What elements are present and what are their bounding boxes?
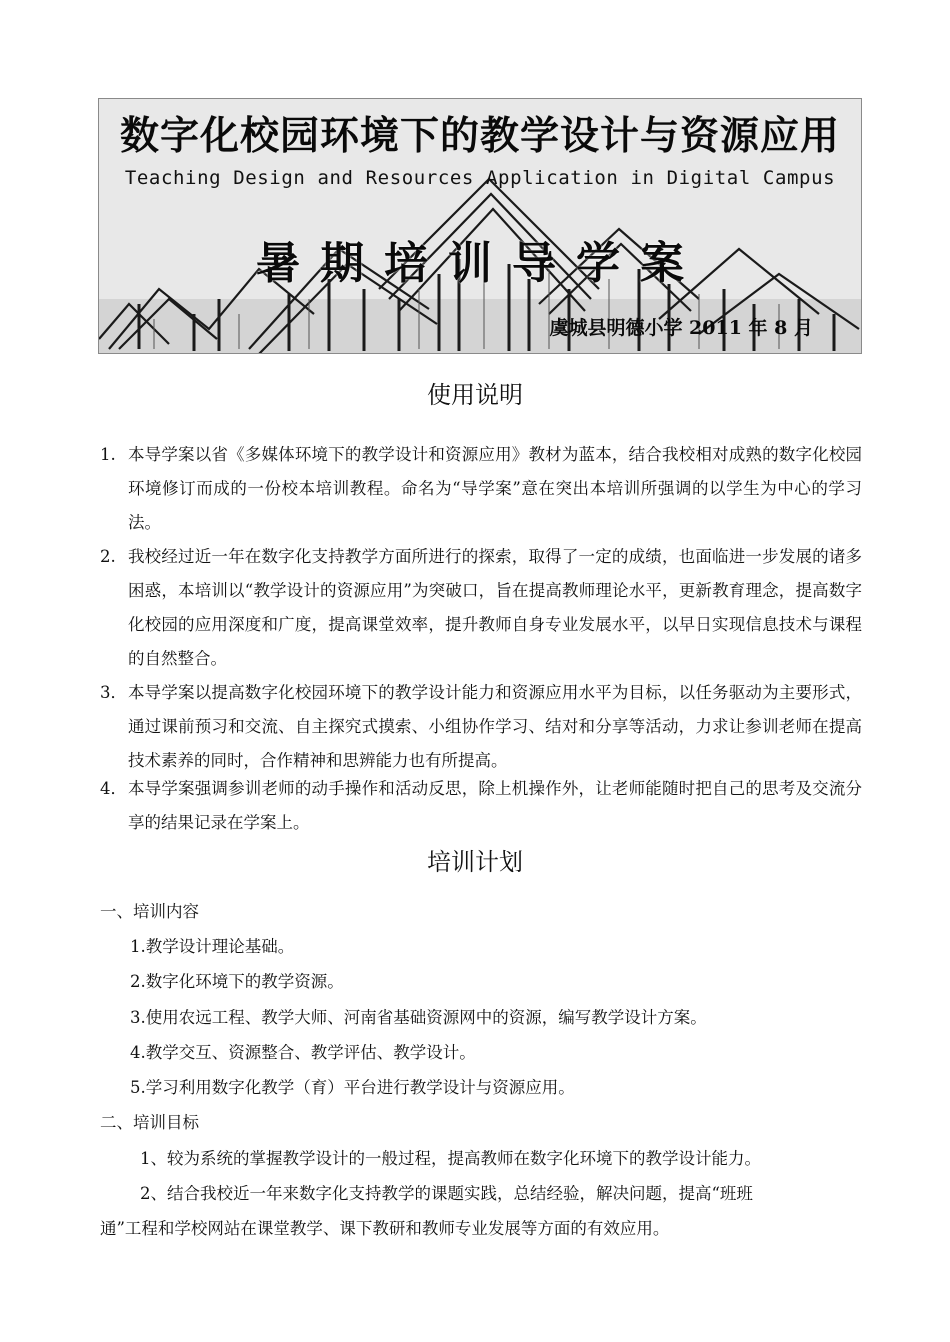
usage-item-3 bbox=[100, 676, 862, 778]
banner-main-title: 暑期培训导学案 bbox=[256, 238, 704, 289]
plan-content-item-2: 2.数字化环境下的教学资源。 bbox=[130, 972, 344, 991]
plan-section1-title: 一、培训内容 bbox=[100, 902, 199, 921]
usage-item-number: 4． bbox=[100, 779, 127, 798]
plan-content-item-3: 3.使用农远工程、教学大师、河南省基础资源网中的资源，编写教学设计方案。 bbox=[130, 1008, 707, 1027]
plan-section2-title: 二、培训目标 bbox=[100, 1113, 199, 1132]
usage-heading: 使用说明 bbox=[427, 381, 523, 409]
plan-goal-2-line1: 2、结合我校近一年来数字化支持教学的课题实践，总结经验，解决问题，提高“班班 bbox=[140, 1184, 753, 1203]
usage-item-4 bbox=[100, 772, 862, 840]
plan-heading: 培训计划 bbox=[427, 848, 523, 876]
usage-item-text: 我校经过近一年在数字化支持教学方面所进行的探索，取得了一定的成绩，也面临进一步发展的诸多困惑，本培训以“教学设计的资源应用”为突破口，旨在提高教师理论水平，更新教育理念，提高数字化校园的应用深度和广度，提高课堂效率，提升教师自身专业发展水平，以早日实现信息技术与课程的自然整合。 bbox=[128, 547, 862, 668]
usage-item-text: 本导学案以提高数字化校园环境下的教学设计能力和资源应用水平为目标，以任务驱动为主要形式，通过课前预习和交流、自主探究式摸索、小组协作学习、结对和分享等活动，力求让参训老师在提高技术素养的同时，合作精神和思辨能力也有所提高。 bbox=[128, 683, 862, 770]
usage-item-number: 2. bbox=[100, 547, 116, 566]
usage-item-number: 1. bbox=[100, 445, 116, 464]
plan-goal-2-line2: 通”工程和学校网站在课堂教学、课下教研和教师专业发展等方面的有效应用。 bbox=[100, 1219, 670, 1238]
header-banner bbox=[98, 98, 862, 354]
usage-item-1 bbox=[100, 438, 862, 540]
usage-item-2 bbox=[100, 540, 862, 676]
banner-subtitle: Teaching Design and Resources Application in Digital Campus bbox=[124, 167, 836, 189]
banner-title: 数字化校园环境下的教学设计与资源应用 bbox=[119, 114, 840, 159]
usage-item-number: 3． bbox=[100, 683, 127, 702]
usage-item-text: 本导学案强调参训老师的动手操作和活动反思，除上机操作外，让老师能随时把自己的思考及交流分享的结果记录在学案上。 bbox=[128, 779, 862, 832]
plan-content-item-4: 4.教学交互、资源整合、教学评估、教学设计。 bbox=[130, 1043, 476, 1062]
plan-goal-1: 1、较为系统的掌握教学设计的一般过程，提高教师在数字化环境下的教学设计能力。 bbox=[140, 1149, 761, 1168]
plan-content-item-5: 5.学习利用数字化教学（育）平台进行教学设计与资源应用。 bbox=[130, 1078, 575, 1097]
usage-item-text: 本导学案以省《多媒体环境下的教学设计和资源应用》教材为蓝本，结合我校相对成熟的数字化校园环境修订而成的一份校本培训教程。命名为“导学案”意在突出本培训所强调的以学生为中心的学习法。 bbox=[128, 445, 862, 532]
banner-school-date: 虞城县明德小学 2011 年 8 月 bbox=[549, 317, 813, 339]
plan-content-item-1: 1.教学设计理论基础。 bbox=[130, 937, 295, 956]
